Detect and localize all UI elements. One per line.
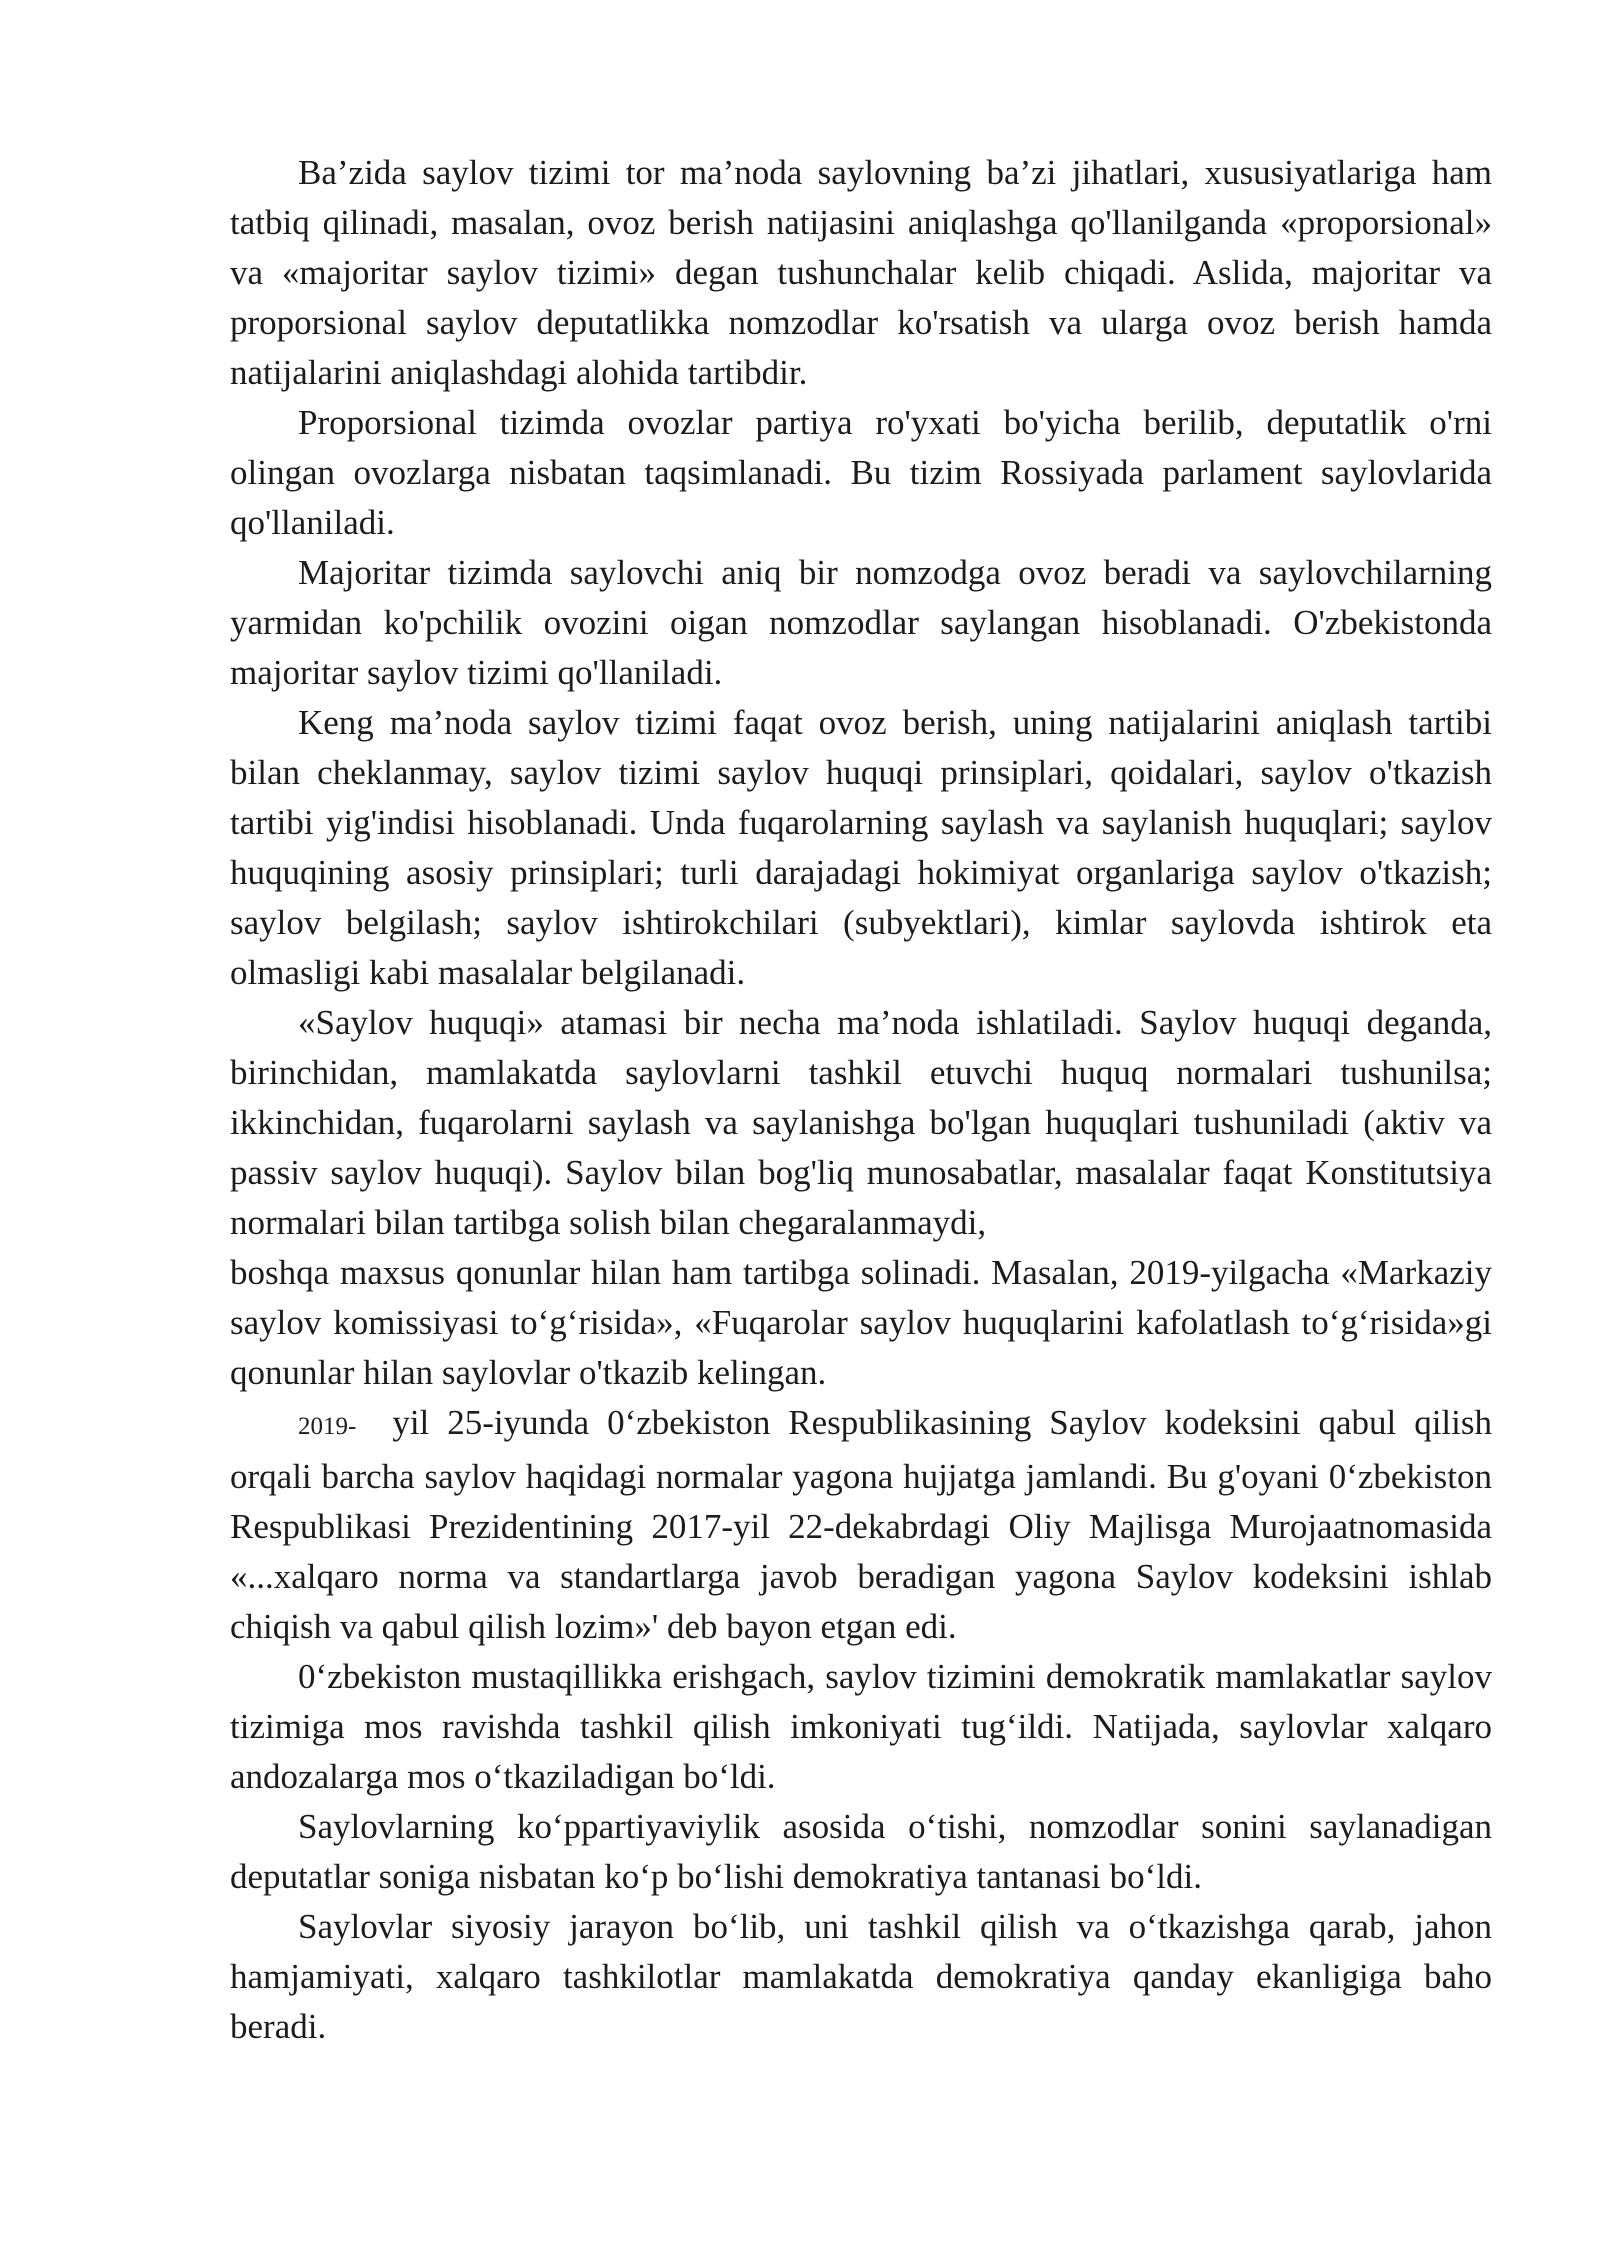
document-page (230, 148, 1492, 2052)
paragraph-mustaqillik: 0‘zbekiston mustaqillikka erishgach, saylov tizimini demokratik mamlakatlar saylov tizimiga mos ravishda tashkil qilish imkoniyati tug‘ildi. Natijada, saylovlar xalqaro andozalarga mos o‘tkaziladigan bo‘ldi. (230, 1657, 1492, 1796)
paragraph-koppartiyaviylik: Saylovlarning ko‘ppartiyaviylik asosida o‘tishi, nomzodlar sonini saylanadigan deputatlar soniga nisbatan ko‘p bo‘lishi demokratiya tantanasi bo‘ldi. (230, 1807, 1492, 1896)
paragraph-maxsus-qonunlar: boshqa maxsus qonunlar hilan ham tartibga solinadi. Masalan, 2019-yilgacha «Markaziy saylov komissiyasi to‘g‘risida», «Fuqarolar saylov huquqlarini kafolatlash to‘g‘risida»gi qonunlar hilan saylovlar o'tkazib kelingan. (230, 1253, 1492, 1392)
paragraph-saylov-huquqi: «Saylov huquqi» atamasi bir necha ma’noda ishlatiladi. Saylov huquqi deganda, birinchidan, mamlakatda saylovlarni tashkil etuvchi huquq normalari tushunilsa; ikkinchidan, fuqarolarni saylash va saylanishga bo'lgan huquqlari tushuniladi (aktiv va passiv saylov huquqi). Saylov bilan bog'liq munosabatlar, masalalar faqat Konstitutsiya normalari bilan tartibga solish bilan chegaralanmaydi, (230, 1003, 1492, 1242)
paragraph-saylov-tizimi-tor-manoda: Ba’zida saylov tizimi tor ma’noda saylovning ba’zi jihatlari, xususiyatlariga ham tatbiq qilinadi, masalan, ovoz berish natijasini aniqlashga qo'llanilganda «proporsional» va «majoritar saylov tizimi» degan tushunchalar kelib chiqadi. Aslida, majoritar va proporsional saylov deputatlikka nomzodlar ko'rsatish va ularga ovoz berish hamda natijalarini aniqlashdagi alohida tartibdir. (230, 153, 1492, 392)
paragraph-keng-manoda: Keng ma’noda saylov tizimi faqat ovoz berish, uning natijalarini aniqlash tartibi bilan cheklanmay, saylov tizimi saylov huquqi prinsiplari, qoidalari, saylov o'tkazish tartibi yig'indisi hisoblanadi. Unda fuqarolarning saylash va saylanish huquqlari; saylov huquqining asosiy prinsiplari; turli darajadagi hokimiyat organlariga saylov o'tkazish; saylov belgilash; saylov ishtirokchilari (subyektlari), kimlar saylovda ishtirok eta olmasligi kabi masalalar belgilanadi. (230, 703, 1492, 992)
paragraph-proporsional-tizim: Proporsional tizimda ovozlar partiya ro'yxati bo'yicha berilib, deputatlik o'rni olingan ovozlarga nisbatan taqsimlanadi. Bu tizim Rossiyada parlament saylovlarida qo'llaniladi. (230, 403, 1492, 542)
paragraph-majoritar-tizim: Majoritar tizimda saylovchi aniq bir nomzodga ovoz beradi va saylovchilarning yarmidan ko'pchilik ovozini oigan nomzodlar saylangan hisoblanadi. O'zbekistonda majoritar saylov tizimi qo'llaniladi. (230, 553, 1492, 692)
paragraph-saylov-kodeksi (230, 1398, 1492, 1652)
paragraph-saylov-kodeksi-text: yil 25-iyunda 0‘zbekiston Respublikasining Saylov kodeksini qabul qilish orqali barcha saylov haqidagi normalar yagona hujjatga jamlandi. Bu g'oyani 0‘zbekiston Respublikasi Prezidentining 2017-yil 22-dekabrdagi Oliy Majlisga Murojaatnomasida «...xalqaro norma va standartlarga javob beradigan yagona Saylov kodeksini ishlab chiqish va qabul qilish lozim»' deb bayon etgan edi. (230, 1403, 1492, 1646)
paragraph-siyosiy-jarayon: Saylovlar siyosiy jarayon bo‘lib, uni tashkil qilish va o‘tkazishga qarab, jahon hamjamiyati, xalqaro tashkilotlar mamlakatda demokratiya qanday ekanligiga baho beradi. (230, 1907, 1492, 2046)
year-prefix: 2019- (298, 1413, 357, 1440)
